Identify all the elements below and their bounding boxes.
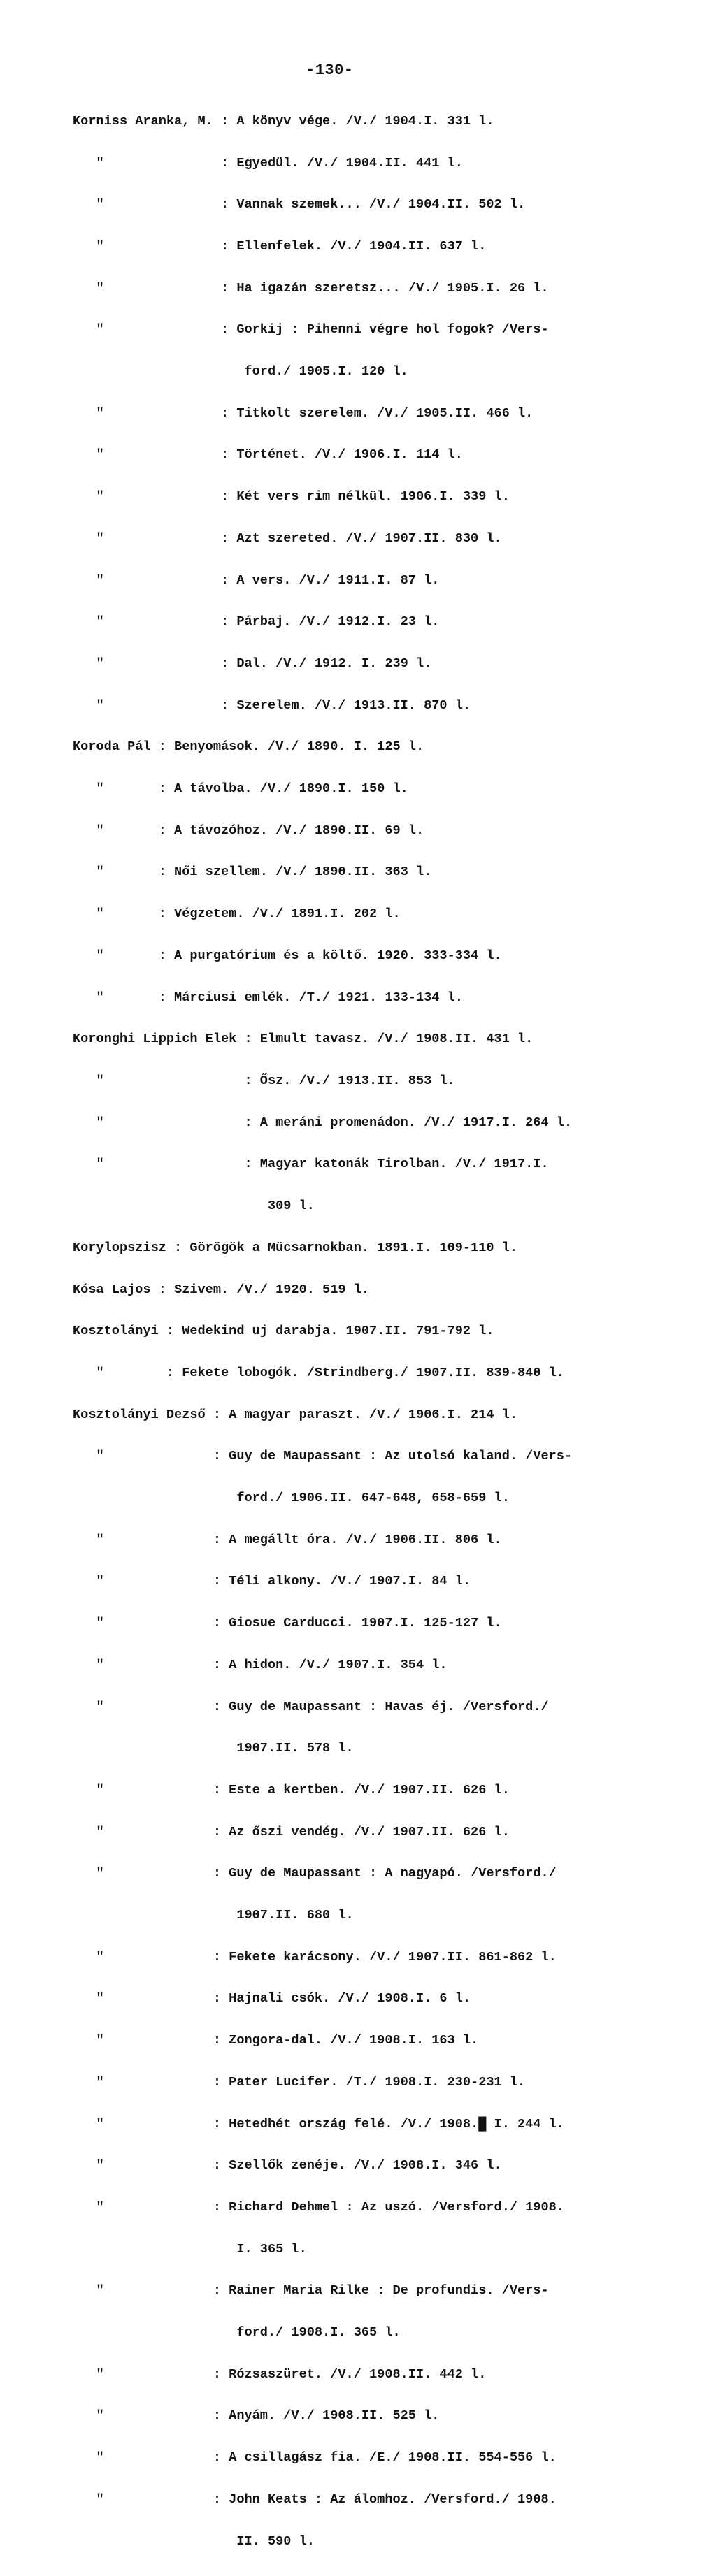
entry-line: ford./ 1906.II. 647-648, 658-659 l. — [73, 1491, 510, 1506]
entry-line: " : Végzetem. /V./ 1891.I. 202 l. — [73, 906, 401, 922]
entry-line: " : Történet. /V./ 1906.I. 114 l. — [73, 447, 463, 463]
entry-line: " : Azt szereted. /V./ 1907.II. 830 l. — [73, 530, 502, 546]
entry-line: " : A vers. /V./ 1911.I. 87 l. — [73, 572, 440, 588]
bibliography-entries — [73, 87, 702, 2576]
entry-line: " : Márciusi emlék. /T./ 1921. 133-134 l. — [73, 990, 463, 1005]
entry-line: " : Vannak szemek... /V./ 1904.II. 502 l. — [73, 197, 526, 212]
entry-line: " : Ellenfelek. /V./ 1904.II. 637 l. — [73, 238, 487, 254]
entry-line: " : Az őszi vendég. /V./ 1907.II. 626 l. — [73, 1824, 510, 1839]
entry-line: " : Rózsaszüret. /V./ 1908.II. 442 l. — [73, 2366, 487, 2382]
entry-line: " : Hajnali csók. /V./ 1908.I. 6 l. — [73, 1991, 471, 2006]
entry-line: " : A meráni promenádon. /V./ 1917.I. 264 l. — [73, 1115, 573, 1130]
entry-line: " : Rainer Maria Rilke : De profundis. /Vers- — [73, 2283, 549, 2299]
entry-line: " : Hetedhét ország felé. /V./ 1908.█ I. 244 l. — [73, 2116, 564, 2132]
entry-line: " : Téli alkony. /V./ 1907.I. 84 l. — [73, 1574, 471, 1589]
page-number: -130- — [306, 61, 354, 79]
entry-line: " : Egyedül. /V./ 1904.II. 441 l. — [73, 155, 463, 171]
entry-line: " : Ha igazán szeretsz... /V./ 1905.I. 26 l. — [73, 280, 549, 296]
entry-line: " : Fekete lobogók. /Strindberg./ 1907.II. 839-840 l. — [73, 1365, 564, 1380]
entry-line: " : Két vers rim nélkül. 1906.I. 339 l. — [73, 489, 510, 505]
entry-line: " : Titkolt szerelem. /V./ 1905.II. 466 l. — [73, 405, 534, 421]
entry-line: " : Anyám. /V./ 1908.II. 525 l. — [73, 2408, 440, 2424]
entry-line: " : Giosue Carducci. 1907.I. 125-127 l. — [73, 1616, 502, 1631]
entry-line: ford./ 1908.I. 365 l. — [73, 2325, 401, 2340]
entry-line: " : Szerelem. /V./ 1913.II. 870 l. — [73, 697, 471, 713]
entry-line: ford./ 1905.I. 120 l. — [73, 364, 408, 379]
entry-line: 1907.II. 578 l. — [73, 1741, 354, 1756]
entry-line: " : A purgatórium és a költő. 1920. 333-334 l. — [73, 948, 502, 963]
entry-line: " : Fekete karácsony. /V./ 1907.II. 861-862 l. — [73, 1949, 557, 1964]
entry-line: " : Magyar katonák Tirolban. /V./ 1917.I. — [73, 1157, 549, 1172]
entry-line: " : A hidon. /V./ 1907.I. 354 l. — [73, 1657, 448, 1672]
entry-line: " : A távozóhoz. /V./ 1890.II. 69 l. — [73, 823, 424, 838]
entry-line: " : Szellők zenéje. /V./ 1908.I. 346 l. — [73, 2158, 502, 2173]
entry-line: " : Guy de Maupassant : A nagyapó. /Versford./ — [73, 1866, 557, 1881]
entry-line: " : Pater Lucifer. /T./ 1908.I. 230-231 l. — [73, 2074, 526, 2090]
entry-line: II. 590 l. — [73, 2533, 315, 2549]
entry-line: " : Dal. /V./ 1912. I. 239 l. — [73, 656, 432, 671]
entry-line: " : A csillagász fia. /E./ 1908.II. 554-556 l. — [73, 2450, 557, 2466]
entry-line: Korylopszisz : Görögök a Müсsarnokban. 1891.I. 109-110 l. — [73, 1240, 518, 1255]
entry-line: Koroda Pál : Benyomások. /V./ 1890. I. 125 l. — [73, 739, 424, 755]
entry-line: " : A távolba. /V./ 1890.I. 150 l. — [73, 781, 408, 797]
entry-line: " : Este a kertben. /V./ 1907.II. 626 l. — [73, 1782, 510, 1797]
entry-line: " : Zongora-dal. /V./ 1908.I. 163 l. — [73, 2033, 479, 2048]
entry-line: " : Guy de Maupassant : Az utolsó kaland. /Vers- — [73, 1449, 573, 1464]
entry-line: Kosztolányi : Wedekind uj darabja. 1907.II. 791-792 l. — [73, 1324, 494, 1339]
entry-line: " : John Keats : Az álomhoz. /Versford./ 1908. — [73, 2491, 557, 2507]
entry-line: " : Guy de Maupassant : Havas éj. /Versford./ — [73, 1699, 549, 1714]
entry-line: " : Ősz. /V./ 1913.II. 853 l. — [73, 1073, 455, 1088]
entry-line: Kósa Lajos : Szivem. /V./ 1920. 519 l. — [73, 1282, 370, 1297]
entry-line: Koronghi Lippich Elek : Elmult tavasz. /V./ 1908.II. 431 l. — [73, 1032, 534, 1047]
entry-line: Kosztolányi Dezső : A magyar paraszt. /V./ 1906.I. 214 l. — [73, 1407, 518, 1422]
entry-line: " : A megállt óra. /V./ 1906.II. 806 l. — [73, 1532, 502, 1547]
entry-line: 309 l. — [73, 1199, 315, 1214]
entry-line: I. 365 l. — [73, 2241, 307, 2257]
entry-line: " : Gorkij : Pihenni végre hol fogok? /Vers- — [73, 322, 549, 338]
entry-line: " : Richard Dehmel : Az uszó. /Versford./ 1908. — [73, 2199, 564, 2215]
entry-line: " : Női szellem. /V./ 1890.II. 363 l. — [73, 864, 432, 880]
entry-line: 1907.II. 680 l. — [73, 1908, 354, 1923]
entry-line: Korniss Aranka, M. : A könyv vége. /V./ 1904.I. 331 l. — [73, 113, 494, 129]
entry-line: " : Párbaj. /V./ 1912.I. 23 l. — [73, 614, 440, 630]
